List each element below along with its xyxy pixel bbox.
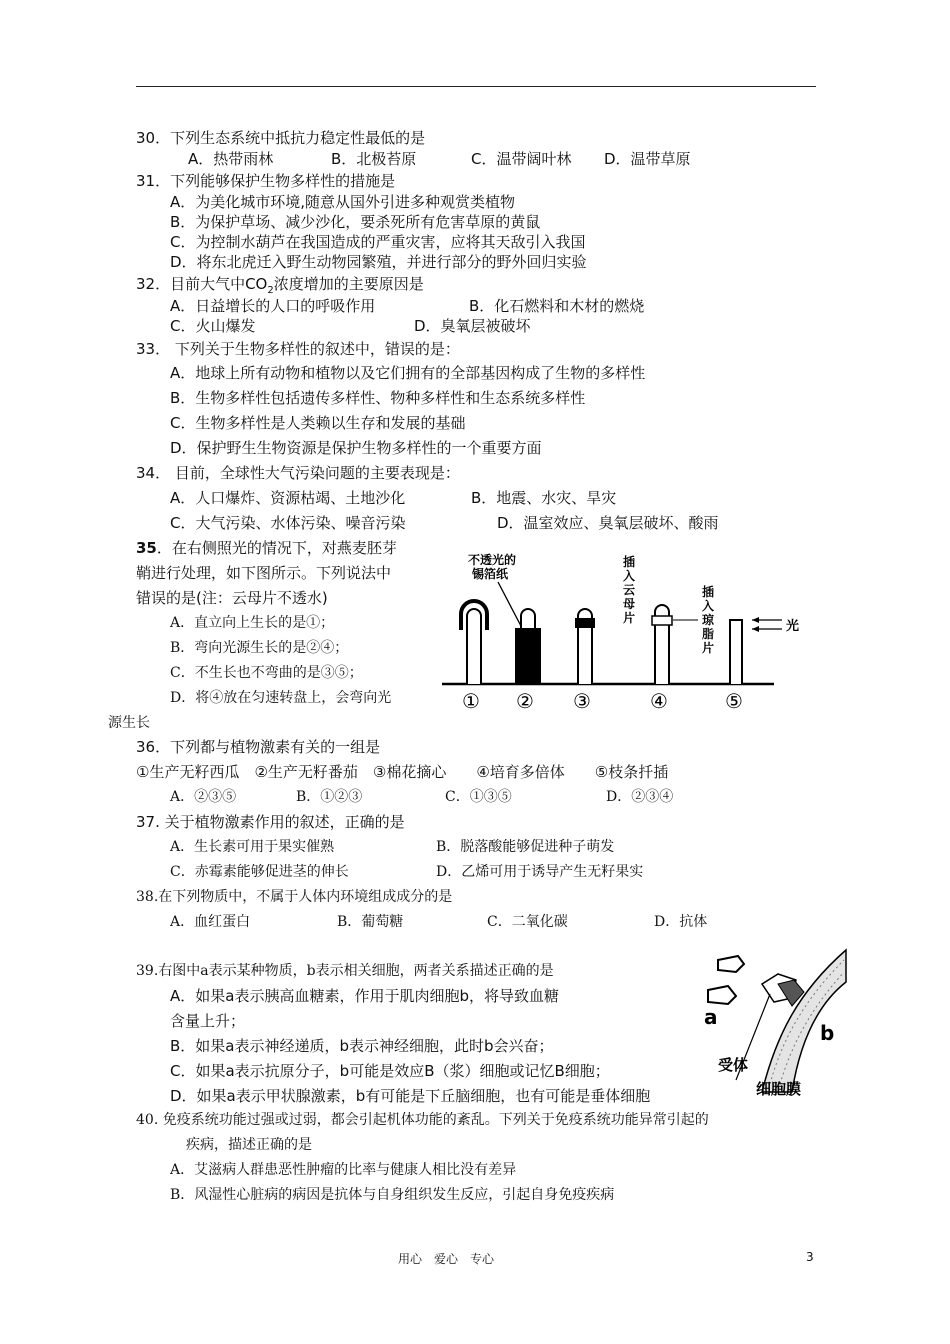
q35-stem-line3: 错误的是(注：云母片不透水) <box>136 589 328 607</box>
foil-label-line2: 锡箔纸 <box>472 567 509 581</box>
number-2: ② <box>516 689 534 713</box>
q35-option-d-line1: D．将④放在匀速转盘上，会弯向光 <box>170 690 392 706</box>
q39-option-c: C．如果a表示抗原分子，b可能是效应B（浆）细胞或记忆B细胞； <box>170 1062 610 1080</box>
agar-block <box>652 616 672 625</box>
receptor-label: 受体 <box>718 1056 749 1074</box>
seedling-1 <box>461 601 487 684</box>
q37-option-a: A．生长素可用于果实催熟 <box>170 839 335 855</box>
q31-option-a: A．为美化城市环境,随意从国外引进多种观赏类植物 <box>170 193 516 211</box>
q39-option-d: D．如果a表示甲状腺激素，b有可能是下丘脑细胞，也有可能是垂体细胞 <box>170 1087 651 1105</box>
q34-option-d: D．温室效应、臭氧层破坏、酸雨 <box>497 514 719 532</box>
q35-number: 35 <box>136 539 157 557</box>
q35-stem-line1 <box>136 539 397 557</box>
q38-option-a: A．血红蛋白 <box>170 914 251 930</box>
q40-option-b: B．风湿性心脏病的病因是抗体与自身组织发生反应，引起自身免疫疾病 <box>170 1187 615 1203</box>
q31-option-c: C．为控制水葫芦在我国造成的严重灾害，应将其天敌引入我国 <box>170 233 586 251</box>
q36-stem: 36．下列都与植物激素有关的一组是 <box>136 738 381 756</box>
q36-option-d: D．②③④ <box>606 789 674 805</box>
q37-stem: 37. 关于植物激素作用的叙述，正确的是 <box>136 813 405 831</box>
q37-option-d: D．乙烯可用于诱导产生无籽果实 <box>436 864 644 880</box>
receptor-figure <box>700 944 850 1100</box>
q31-option-b: B．为保护草场、减少沙化，要杀死所有危害草原的黄鼠 <box>170 213 541 231</box>
q30-option-a: A．热带雨林 <box>188 150 274 168</box>
light-label: 光 <box>786 619 800 634</box>
number-4: ④ <box>650 689 668 713</box>
foil-pointer-line <box>498 582 522 628</box>
svg-text:云: 云 <box>623 583 636 597</box>
membrane-label: 细胞膜 <box>756 1080 802 1098</box>
seedling-3 <box>575 609 595 684</box>
footer-motto: 用心 爱心 专心 <box>398 1252 495 1266</box>
q31-option-d: D．将东北虎迁入野生动物园繁殖，并进行部分的野外回归实验 <box>170 253 587 271</box>
svg-text:入: 入 <box>623 569 636 583</box>
light-arrows <box>752 617 782 632</box>
q30-option-d: D．温带草原 <box>604 150 691 168</box>
label-a: a <box>704 1005 718 1029</box>
q37-option-b: B．脱落酸能够促进种子萌发 <box>436 839 615 855</box>
foil-label-line1: 不透光的 <box>468 553 517 567</box>
q39-stem: 39.右图中a表示某种物质，b表示相关细胞，两者关系描述正确的是 <box>136 963 554 979</box>
q30-option-c: C．温带阔叶林 <box>471 150 572 168</box>
q32-stem-start: 32．目前大气中CO <box>136 275 268 293</box>
q33-option-a: A．地球上所有动物和植物以及它们拥有的全部基因构成了生物的多样性 <box>170 364 646 382</box>
q32-option-d: D．臭氧层被破坏 <box>414 317 531 335</box>
mica-plate <box>575 618 595 628</box>
q39-option-a-line1: A．如果a表示胰高血糖素，作用于肌肉细胞b，将导致血糖 <box>170 987 559 1005</box>
q34-option-b: B．地震、水灾、旱灾 <box>471 489 617 507</box>
svg-text:脂: 脂 <box>702 627 715 641</box>
svg-text:片: 片 <box>623 611 636 625</box>
coleoptile-figure <box>436 548 816 714</box>
q32-option-a: A．日益增长的人口的呼吸作用 <box>170 297 376 315</box>
agar-label <box>702 584 715 655</box>
q33-option-b: B．生物多样性包括遗传多样性、物种多样性和生态系统多样性 <box>170 389 586 407</box>
q40-option-a: A．艾滋病人群患恶性肿瘤的比率与健康人相比没有差异 <box>170 1162 517 1178</box>
q31-stem: 31．下列能够保护生物多样性的措施是 <box>136 172 396 190</box>
q40-stem-line2: 疾病，描述正确的是 <box>186 1137 312 1153</box>
q38-option-b: B．葡萄糖 <box>337 914 404 930</box>
black-sleeve <box>515 628 541 684</box>
q35-option-d-line2: 源生长 <box>108 715 150 731</box>
q40-stem-line1: 40. 免疫系统功能过强或过弱，都会引起机体功能的紊乱。下列关于免疫系统功能异常引起的 <box>136 1112 709 1128</box>
q38-stem: 38.在下列物质中，不属于人体内环境组成成分的是 <box>136 889 453 905</box>
molecule-shape-1 <box>718 956 744 972</box>
q32-stem-subscript: 2 <box>267 285 274 296</box>
q33-option-d: D．保护野生生物资源是保护生物多样性的一个重要方面 <box>170 439 542 457</box>
q39-option-a-line2: 含量上升； <box>170 1012 246 1030</box>
q35-option-c: C．不生长也不弯曲的是③⑤； <box>170 665 363 681</box>
q35-option-b: B．弯向光源生长的是②④； <box>170 640 349 656</box>
molecule-shape-2 <box>708 986 736 1004</box>
page-number: 3 <box>806 1250 814 1264</box>
q34-option-a: A．人口爆炸、资源枯竭、土地沙化 <box>170 489 406 507</box>
q35-option-a: A．直立向上生长的是①； <box>170 615 335 631</box>
q34-option-c: C．大气污染、水体污染、噪音污染 <box>170 514 406 532</box>
q36-items: ①生产无籽西瓜 ②生产无籽番茄 ③棉花摘心 ④培育多倍体 ⑤枝条扦插 <box>136 763 669 781</box>
seedling-5 <box>730 620 742 684</box>
q35-stem-line2: 鞘进行处理，如下图所示。下列说法中 <box>136 564 392 582</box>
q32-option-b: B．化石燃料和木材的燃烧 <box>469 297 645 315</box>
q39-option-b: B．如果a表示神经递质，b表示神经细胞，此时b会兴奋； <box>170 1037 554 1055</box>
q32-stem-end: 浓度增加的主要原因是 <box>273 275 424 293</box>
q35-stem-text: ．在右侧照光的情况下，对燕麦胚芽 <box>156 539 397 557</box>
q32-option-c: C．火山爆发 <box>170 317 256 335</box>
number-1: ① <box>462 689 480 713</box>
q36-option-a: A．②③⑤ <box>170 789 237 805</box>
svg-text:母: 母 <box>623 597 636 611</box>
svg-text:插: 插 <box>702 585 715 599</box>
svg-text:琼: 琼 <box>702 613 715 627</box>
q33-stem: 33． 下列关于生物多样性的叙述中，错误的是： <box>136 340 460 358</box>
label-b: b <box>820 1021 835 1045</box>
number-3: ③ <box>573 689 591 713</box>
header-rule <box>136 86 816 87</box>
svg-text:入: 入 <box>702 599 715 613</box>
seedling-2 <box>515 609 541 684</box>
q30-stem: 30．下列生态系统中抵抗力稳定性最低的是 <box>136 129 426 147</box>
mica-label <box>623 554 635 625</box>
q34-stem: 34． 目前，全球性大气污染问题的主要表现是： <box>136 464 460 482</box>
q38-option-c: C．二氧化碳 <box>487 914 568 930</box>
q38-option-d: D．抗体 <box>654 914 708 930</box>
q36-option-b: B．①②③ <box>296 789 363 805</box>
svg-text:片: 片 <box>702 641 715 655</box>
q36-option-c: C．①③⑤ <box>445 789 512 805</box>
seedling-numbers <box>462 689 743 713</box>
number-5: ⑤ <box>725 689 743 713</box>
seedling-4 <box>652 605 672 684</box>
q30-option-b: B．北极苔原 <box>331 150 417 168</box>
svg-text:插: 插 <box>623 555 636 569</box>
q33-option-c: C．生物多样性是人类赖以生存和发展的基础 <box>170 414 466 432</box>
q37-option-c: C．赤霉素能够促进茎的伸长 <box>170 864 349 880</box>
